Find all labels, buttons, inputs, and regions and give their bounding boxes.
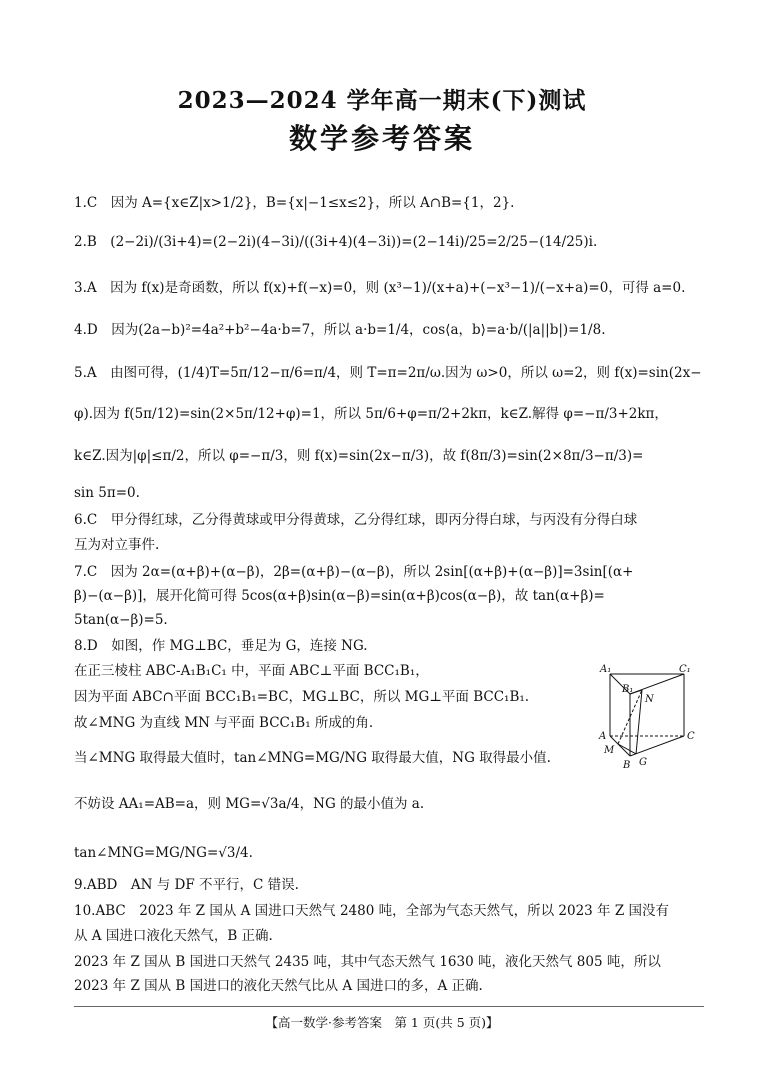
- answer-line: 6.C 甲分得红球，乙分得黄球或甲分得黄球，乙分得红球，即丙分得白球，与丙没有分得白球: [74, 512, 638, 528]
- document-title: 2023—2024 学年高一期末(下)测试: [177, 87, 587, 114]
- figure-label: C: [687, 731, 695, 742]
- footer-divider: [74, 1006, 704, 1007]
- answer-line: 2023 年 Z 国从 B 国进口的液化天然气比从 A 国进口的多，A 正确.: [74, 978, 483, 994]
- answer-line: 从 A 国进口液化天然气，B 正确.: [74, 928, 273, 944]
- answer-line: 9.ABD AN 与 DF 不平行，C 错误.: [74, 877, 299, 893]
- answer-line: 不妨设 AA₁=AB=a，则 MG=√3a/4，NG 的最小值为 a.: [74, 796, 425, 812]
- answer-line: 当∠MNG 取得最大值时，tan∠MNG=MG/NG 取得最大值，NG 取得最小值.: [74, 750, 551, 766]
- answer-line: 互为对立事件.: [74, 537, 160, 553]
- answer-line: 2.B (2−2i)/(3i+4)=(2−2i)(4−3i)/((3i+4)(4−3i))=(2−14i)/25=2/25−(14/25)i.: [74, 234, 598, 250]
- answer-line: k∈Z.因为|φ|≤π/2，所以 φ=−π/3，则 f(x)=sin(2x−π/3)，故 f(8π/3)=sin(2×8π/3−π/3)=: [74, 448, 644, 464]
- figure-label: M: [604, 745, 615, 756]
- figure-label: N: [645, 694, 654, 705]
- figure-label: B: [623, 760, 631, 771]
- answer-line: 5.A 由图可得，(1/4)T=5π/12−π/6=π/4，则 T=π=2π/ω.因为 ω>0，所以 ω=2，则 f(x)=sin(2x−: [74, 365, 702, 381]
- answer-line: φ).因为 f(5π/12)=sin(2×5π/12+φ)=1，所以 5π/6+φ=π/2+2kπ，k∈Z.解得 φ=−π/3+2kπ，: [74, 406, 668, 422]
- answer-line: 在正三棱柱 ABC-A₁B₁C₁ 中，平面 ABC⊥平面 BCC₁B₁，: [74, 663, 429, 679]
- answer-line: 1.C 因为 A={x∈Z|x>1/2}，B={x|−1≤x≤2}，所以 A∩B={1，2}.: [74, 195, 515, 211]
- answer-line: tan∠MNG=MG/NG=√3/4.: [74, 845, 253, 861]
- figure-label: A: [599, 731, 607, 742]
- figure-label: C₁: [679, 664, 691, 675]
- answer-line: 3.A 因为 f(x)是奇函数，所以 f(x)+f(−x)=0，则 (x³−1)/(x+a)+(−x³−1)/(−x+a)=0，可得 a=0.: [74, 280, 686, 296]
- answer-line: β)−(α−β)]，展开化简可得 5cos(α+β)sin(α−β)=sin(α+β)cos(α−β)，故 tan(α+β)=: [74, 588, 605, 604]
- answer-line: 5tan(α−β)=5.: [74, 612, 168, 628]
- figure-label: G: [639, 757, 647, 768]
- figure-label: A₁: [600, 664, 612, 675]
- answer-line: 2023 年 Z 国从 B 国进口天然气 2435 吨，其中气态天然气 1630 吨，液化天然气 805 吨，所以: [74, 954, 661, 970]
- document-subtitle: 数学参考答案: [288, 122, 475, 155]
- answer-line: sin 5π=0.: [74, 485, 140, 501]
- answer-line: 因为平面 ABC∩平面 BCC₁B₁=BC，MG⊥BC，所以 MG⊥平面 BCC₁B₁.: [74, 689, 530, 705]
- answer-line: 7.C 因为 2α=(α+β)+(α−β)，2β=(α+β)−(α−β)，所以 2sin[(α+β)+(α−β)]=3sin[(α+: [74, 564, 634, 580]
- triangular-prism-figure: [596, 662, 706, 774]
- answer-line: 4.D 因为(2a−b)²=4a²+b²−4a·b=7，所以 a·b=1/4，cos⟨a，b⟩=a·b/(|a||b|)=1/8.: [74, 322, 606, 338]
- answer-line: 8.D 如图，作 MG⊥BC，垂足为 G，连接 NG.: [74, 638, 368, 654]
- answer-line: 10.ABC 2023 年 Z 国从 A 国进口天然气 2480 吨，全部为气态天然气，所以 2023 年 Z 国没有: [74, 903, 670, 919]
- figure-label: B₁: [622, 684, 634, 695]
- answer-line: 故∠MNG 为直线 MN 与平面 BCC₁B₁ 所成的角.: [74, 715, 374, 731]
- page-footer: 【高一数学·参考答案 第 1 页(共 5 页)】: [265, 1015, 499, 1030]
